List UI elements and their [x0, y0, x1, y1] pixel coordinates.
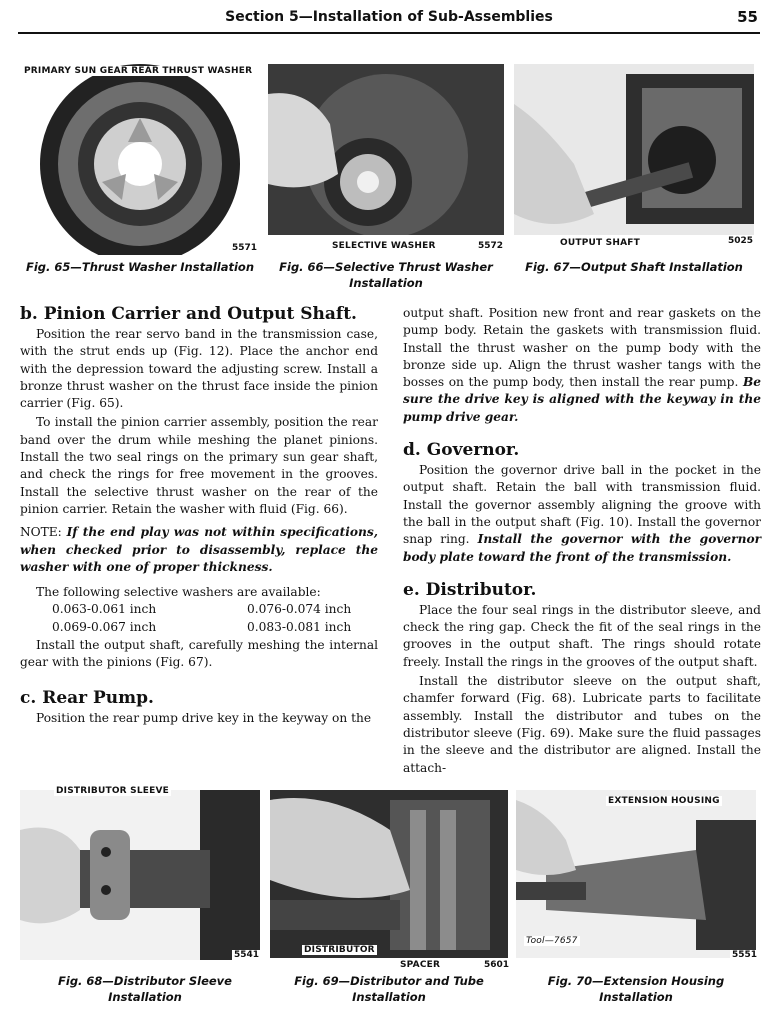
fig-66-number: 5572: [478, 241, 504, 251]
washer-size: 0.063-0.061 inch: [52, 602, 157, 617]
washer-size: 0.069-0.067 inch: [52, 619, 157, 634]
thrust-washer-illustration: [22, 64, 258, 255]
note-paragraph: [20, 524, 378, 576]
fig-66-caption: [268, 259, 504, 291]
fig-70-callout-housing: EXTENSION HOUSING: [608, 796, 720, 806]
fig-69-photo: [270, 790, 508, 958]
fig-67-photo: [514, 64, 754, 235]
fig-68-callout: DISTRIBUTOR SLEEVE: [56, 786, 169, 796]
page-number: 55: [737, 8, 758, 26]
section-e-paragraph-2: Install the distributor sleeve on the output shaft, chamfer forward (Fig. 68). Lubricate parts to facilitate assembly. Install the distributor and tubes on the distributor sleeve (Fig. 69). Make sure the fluid passages in the sleeve and the distributor are aligned. Install the attach-: [403, 674, 761, 775]
washer-list: [20, 601, 378, 636]
output-shaft-illustration: [514, 64, 754, 235]
section-b-paragraph-3: Install the output shaft, carefully meshing the internal gear with the pinions (Fig. 67).: [20, 638, 378, 670]
fig-67-number: 5025: [728, 236, 754, 246]
section-d-heading: d. Governor.: [403, 440, 520, 461]
distributor-sleeve-illustration: [20, 790, 260, 960]
extension-housing-illustration: [516, 790, 756, 958]
washers-intro: The following selective washers are available:: [36, 585, 321, 600]
section-d-paragraph: [403, 462, 761, 566]
fig-69-number: 5601: [484, 960, 510, 970]
fig-70-number: 5551: [732, 950, 758, 960]
note-label: NOTE:: [20, 525, 62, 540]
selective-washer-illustration: [268, 64, 504, 235]
section-c-continuation-text: output shaft. Position new front and rear gaskets on the pump body. Retain the gaskets with transmission fluid. Install the thrust washer on the pump body with the bronze side up. Align the thrust washer tangs with the bosses on the pump body, then install the rear pump.: [403, 306, 761, 390]
fig-70-caption: [516, 973, 756, 1005]
fig-67-caption: Fig. 67—Output Shaft Installation: [525, 260, 743, 274]
section-c-continuation: [403, 305, 761, 426]
fig-65-caption: Fig. 65—Thrust Washer Installation: [25, 260, 255, 274]
section-title: Section 5—Installation of Sub-Assemblies: [225, 9, 553, 25]
section-c-heading: c. Rear Pump.: [20, 687, 154, 708]
section-b-paragraph-1: Position the rear servo band in the transmission case, with the strut ends up (Fig. 12). Place the anchor end with the depression toward the adjusting screw. Install a bronze thrust washer on the thrust face inside the pinion carrier (Fig. 65).: [20, 327, 378, 411]
section-e-heading: e. Distributor.: [403, 579, 537, 600]
fig-70-caption-line2: Installation: [599, 990, 673, 1004]
distributor-tube-illustration: [270, 790, 508, 958]
fig-65-number: 5571: [232, 243, 258, 253]
section-d-emphasis: Install the governor with the governor body plate toward the front of the transmission.: [403, 532, 762, 564]
section-e-paragraph-1: Place the four seal rings in the distributor sleeve, and check the ring gap. Check the fit of the seal rings in the grooves in the output shaft. The rings should rotate freely. Install the rings in the grooves of the output shaft.: [403, 602, 761, 669]
right-column: [403, 305, 761, 777]
fig-69-callout-distributor: DISTRIBUTOR: [304, 945, 375, 955]
fig-70-caption-line1: Fig. 70—Extension Housing: [547, 974, 725, 988]
section-b-paragraph-2: To install the pinion carrier assembly, position the rear band over the drum while meshing the planet pinions. Install the two seal rings on the primary sun gear shaft, and check the rings for free movement in the grooves. Install the selective thrust washer on the rear of the pinion carrier. Retain the washer with fluid (Fig. 66).: [20, 415, 378, 516]
note-text: If the end play was not within specifications, when checked prior to disassembly, replace the washer with one of proper thickness.: [20, 525, 378, 574]
fig-70-callout-tool: Tool—7657: [526, 936, 578, 946]
page-header: [18, 4, 760, 34]
fig-69-caption: [270, 973, 508, 1005]
fig-68-number: 5541: [234, 950, 260, 960]
fig-66-photo: [268, 64, 504, 235]
fig-65-callout: PRIMARY SUN GEAR REAR THRUST WASHER: [24, 66, 253, 76]
washer-size: 0.076-0.074 inch: [247, 602, 352, 617]
fig-67-callout: OUTPUT SHAFT: [560, 238, 640, 248]
left-column: [20, 302, 378, 727]
section-d-text: Position the governor drive ball in the pocket in the output shaft. Retain the ball with transmission fluid. Install the governor assembly aligning the groove with the ball in the output shaft (Fig. 10). Install the governor snap ring.: [403, 463, 761, 547]
section-b-heading: b. Pinion Carrier and Output Shaft.: [20, 304, 357, 324]
fig-66-caption-line1: Fig. 66—Selective Thrust Washer: [279, 260, 493, 274]
fig-68-caption: Fig. 68—Distributor Sleeve Installation: [58, 974, 232, 1004]
fig-65-photo: [22, 64, 258, 255]
section-c-paragraph-1: Position the rear pump drive key in the keyway on the: [36, 710, 372, 725]
fig-70-photo: [516, 790, 756, 958]
fig-66-callout: SELECTIVE WASHER: [332, 241, 436, 251]
fig-66-caption-line2: Installation: [349, 276, 423, 290]
fig-68-photo: [20, 790, 260, 960]
fig-69-caption-line2: Installation: [352, 990, 426, 1004]
section-c-emphasis: Be sure the drive key is aligned with the keyway in the pump drive gear.: [403, 375, 762, 424]
washer-size: 0.083-0.081 inch: [247, 619, 352, 634]
fig-69-callout-spacer: SPACER: [400, 960, 441, 970]
fig-69-caption-line1: Fig. 69—Distributor and Tube: [294, 974, 484, 988]
